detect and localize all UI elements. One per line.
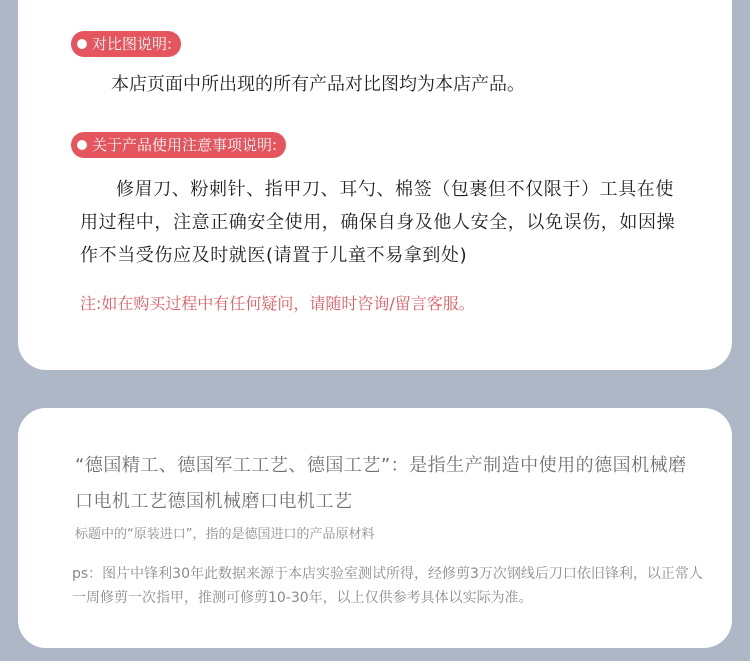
ps-disclaimer: ps：图片中锋利30年此数据来源于本店实验室测试所得，经修剪3万次钢线后刀口依旧锋利，以正常人一周修剪一次指甲，推测可修剪10-30年，以上仅供参考具体以实际为准。	[72, 566, 703, 606]
customer-service-note: 注:如在购买过程中有任何疑问，请随时咨询/留言客服。	[80, 294, 475, 313]
comparison-badge-label: 对比图说明:	[92, 35, 173, 53]
usage-notice-badge-label: 关于产品使用注意事项说明:	[92, 136, 278, 154]
comparison-text: 本店页面中所出现的所有产品对比图均为本店产品。	[111, 74, 525, 95]
bullet-dot-icon	[77, 39, 87, 49]
bullet-dot-icon	[77, 140, 87, 150]
usage-notice-body: 修眉刀、粉刺针、指甲刀、耳勺、棉签（包裹但不仅限于）工具在使用过程中，注意正确安全使用，确保自身及他人安全，以免误伤，如因操作不当受伤应及时就医(请置于儿童不易拿到处)	[80, 179, 676, 266]
import-description: 标题中的“原装进口”，指的是德国进口的产品原材料	[75, 527, 375, 542]
usage-notice-text	[80, 173, 692, 272]
craft-description: “德国精工、德国军工工艺、德国工艺”：是指生产制造中使用的德国机械磨口电机工艺德国机械磨口电机工艺	[75, 455, 687, 512]
usage-notice-badge	[71, 132, 286, 158]
comparison-badge	[71, 31, 181, 57]
